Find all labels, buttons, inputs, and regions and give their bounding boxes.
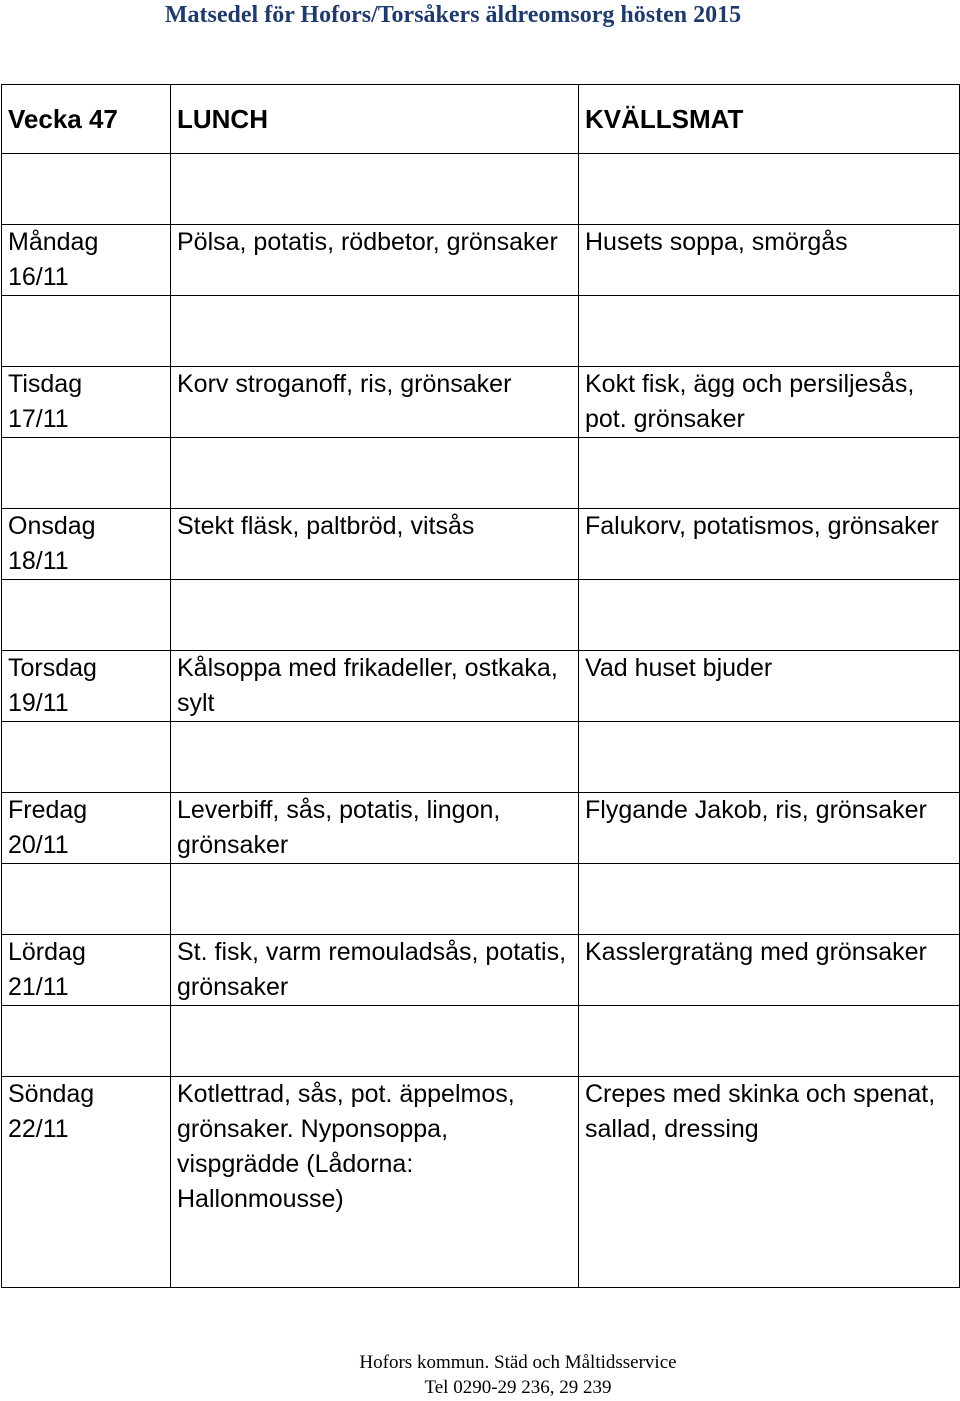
dinner-cell: Kasslergratäng med grönsaker (579, 935, 960, 1006)
dinner-cell: Husets soppa, smörgås (579, 225, 960, 296)
day-cell (2, 935, 171, 1006)
table-row (2, 225, 960, 296)
table-row (2, 793, 960, 864)
day-name: Söndag (8, 1080, 95, 1108)
menu-table (1, 84, 960, 1288)
day-date: 18/11 (8, 547, 69, 575)
spacer-row (2, 1006, 960, 1077)
lunch-cell: Kålsoppa med frikadeller, ostkaka, sylt (171, 651, 579, 722)
dinner-cell: Vad huset bjuder (579, 651, 960, 722)
day-cell (2, 509, 171, 580)
lunch-cell: Pölsa, potatis, rödbetor, grönsaker (171, 225, 579, 296)
header-row (2, 85, 960, 154)
day-name: Onsdag (8, 512, 96, 540)
lunch-cell: St. fisk, varm remouladsås, potatis, grönsaker (171, 935, 579, 1006)
dinner-cell: Flygande Jakob, ris, grönsaker (579, 793, 960, 864)
footer-phone: Tel 0290-29 236, 29 239 (424, 1377, 612, 1398)
table-row (2, 367, 960, 438)
document-title: Matsedel för Hofors/Torsåkers äldreomsorg hösten 2015 (164, 2, 742, 28)
week-header: Vecka 47 (2, 85, 171, 154)
day-cell (2, 225, 171, 296)
spacer-row (2, 438, 960, 509)
table-row (2, 935, 960, 1006)
day-name: Torsdag (8, 654, 97, 682)
day-date: 20/11 (8, 831, 69, 859)
day-date: 21/11 (8, 973, 69, 1001)
dinner-cell: Falukorv, potatismos, grönsaker (579, 509, 960, 580)
footer-organization: Hofors kommun. Städ och Måltidsservice (359, 1352, 677, 1373)
day-date: 17/11 (8, 405, 69, 433)
spacer-row (2, 580, 960, 651)
lunch-cell: Kotlettrad, sås, pot. äppelmos, grönsaker. Nyponsoppa, vispgrädde (Lådorna: Hallonmousse) (171, 1077, 579, 1288)
dinner-cell: Crepes med skinka och spenat, sallad, dressing (579, 1077, 960, 1288)
day-cell (2, 651, 171, 722)
day-name: Tisdag (8, 370, 83, 398)
dinner-header: KVÄLLSMAT (579, 85, 960, 154)
day-cell (2, 793, 171, 864)
lunch-header: LUNCH (171, 85, 579, 154)
spacer-row (2, 154, 960, 225)
lunch-cell: Korv stroganoff, ris, grönsaker (171, 367, 579, 438)
table-row (2, 651, 960, 722)
table-row (2, 1077, 960, 1288)
day-date: 16/11 (8, 263, 69, 291)
day-date: 22/11 (8, 1115, 69, 1143)
day-name: Måndag (8, 228, 99, 256)
dinner-cell: Kokt fisk, ägg och persiljesås, pot. grönsaker (579, 367, 960, 438)
table-row (2, 509, 960, 580)
lunch-cell: Leverbiff, sås, potatis, lingon, grönsaker (171, 793, 579, 864)
spacer-row (2, 722, 960, 793)
day-name: Fredag (8, 796, 88, 824)
day-name: Lördag (8, 938, 86, 966)
day-cell (2, 367, 171, 438)
day-cell (2, 1077, 171, 1288)
lunch-cell: Stekt fläsk, paltbröd, vitsås (171, 509, 579, 580)
day-date: 19/11 (8, 689, 69, 717)
spacer-row (2, 864, 960, 935)
spacer-row (2, 296, 960, 367)
